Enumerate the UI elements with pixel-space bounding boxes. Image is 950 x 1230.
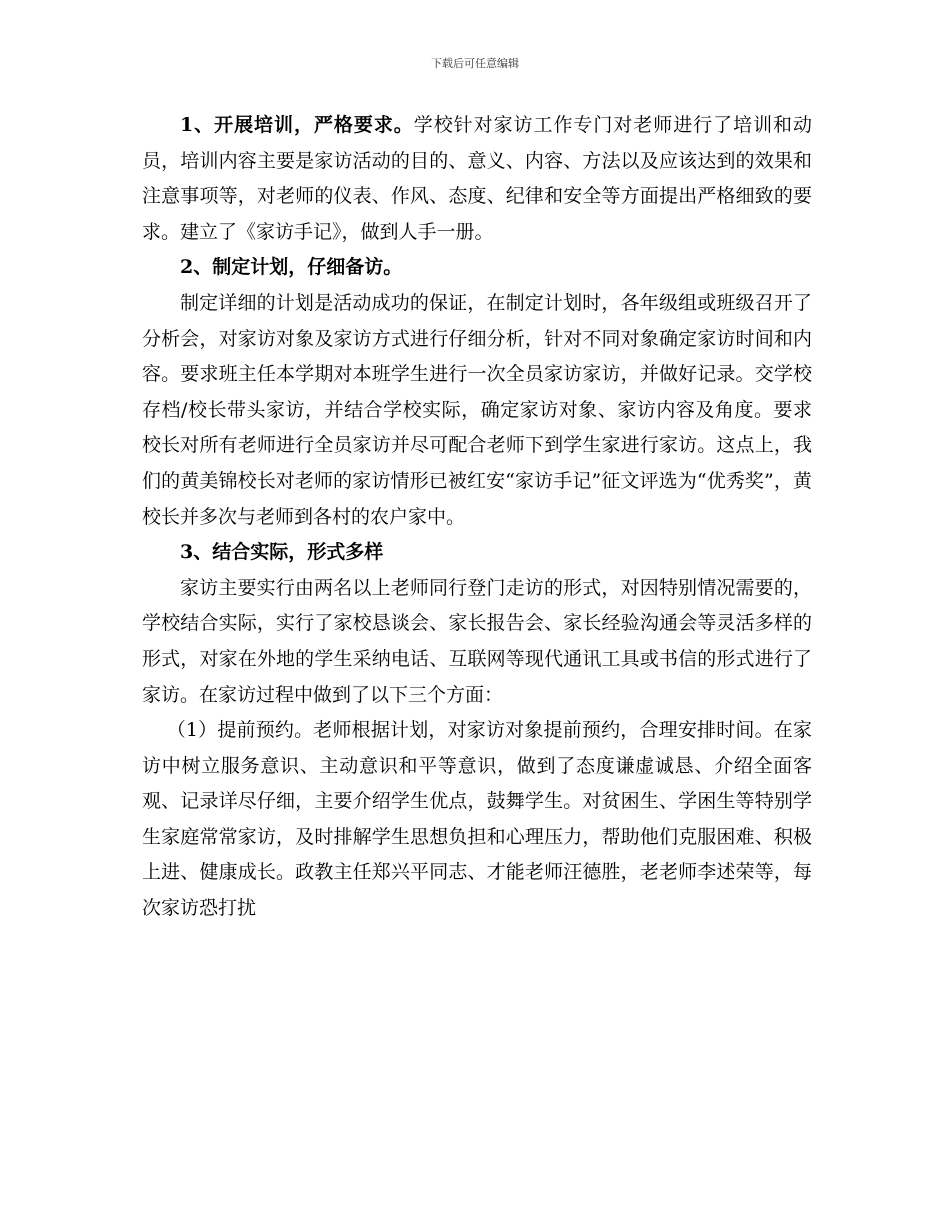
section-3-item-1: （1）提前预约。老师根据计划，对家访对象提前预约，合理安排时间。在家访中树立服务意识、主动意识和平等意识，做到了态度谦虚诚恳、介绍全面客观、记录详尽仔细，主要介绍学生优点，鼓舞学生。对贫困生、学困生等特别学生家庭常常家访，及时排解学生思想负担和心理压力，帮助他们克服困难、积极上进、健康成长。政教主任郑兴平同志、才能老师汪德胜，老老师李述荣等，每次家访恐打扰 [142,719,812,920]
document-body [142,108,812,927]
section-2-heading: 2、制定计划，仔细备访。 [180,256,403,279]
page-header-note: 下载后可任意编辑 [431,57,519,70]
section-3-body: 家访主要实行由两名以上老师同行登门走访的形式，对因特别情况需要的，学校结合实际，实行了家校恳谈会、家长报告会、家长经验沟通会等灵活多样的形式，对家在外地的学生采纳电话、互联网等现代通讯工具或书信的形式进行了家访。在家访过程中做到了以下三个方面： [142,576,812,706]
section-1-heading: 1、开展培训，严格要求。 [180,114,414,136]
section-3-heading: 3、结合实际，形式多样 [180,541,384,564]
section-2-body: 制定详细的计划是活动成功的保证，在制定计划时，各年级组或班级召开了分析会，对家访对象及家访方式进行仔细分析，针对不同对象确定家访时间和内容。要求班主任本学期对本班学生进行一次全员家访家访，并做好记录。交学校存档/校长带头家访，并结合学校实际，确定家访对象、家访内容及角度。要求校长对所有老师进行全员家访并尽可配合老师下到学生家进行家访。这点上，我们的黄美锦校长对老师的家访情形已被红安“家访手记”征文评选为“优秀奖”，黄校长并多次与老师到各村的农户家中。 [142,291,812,528]
section-1-paragraph [142,108,812,250]
section-1-body: 学校针对家访工作专门对老师进行了培训和动员，培训内容主要是家访活动的目的、意义、内容、方法以及应该达到的效果和注意事项等，对老师的仪表、作风、态度、纪律和安全等方面提出严格细致的要求。建立了《家访手记》，做到人手一册。 [142,114,812,243]
